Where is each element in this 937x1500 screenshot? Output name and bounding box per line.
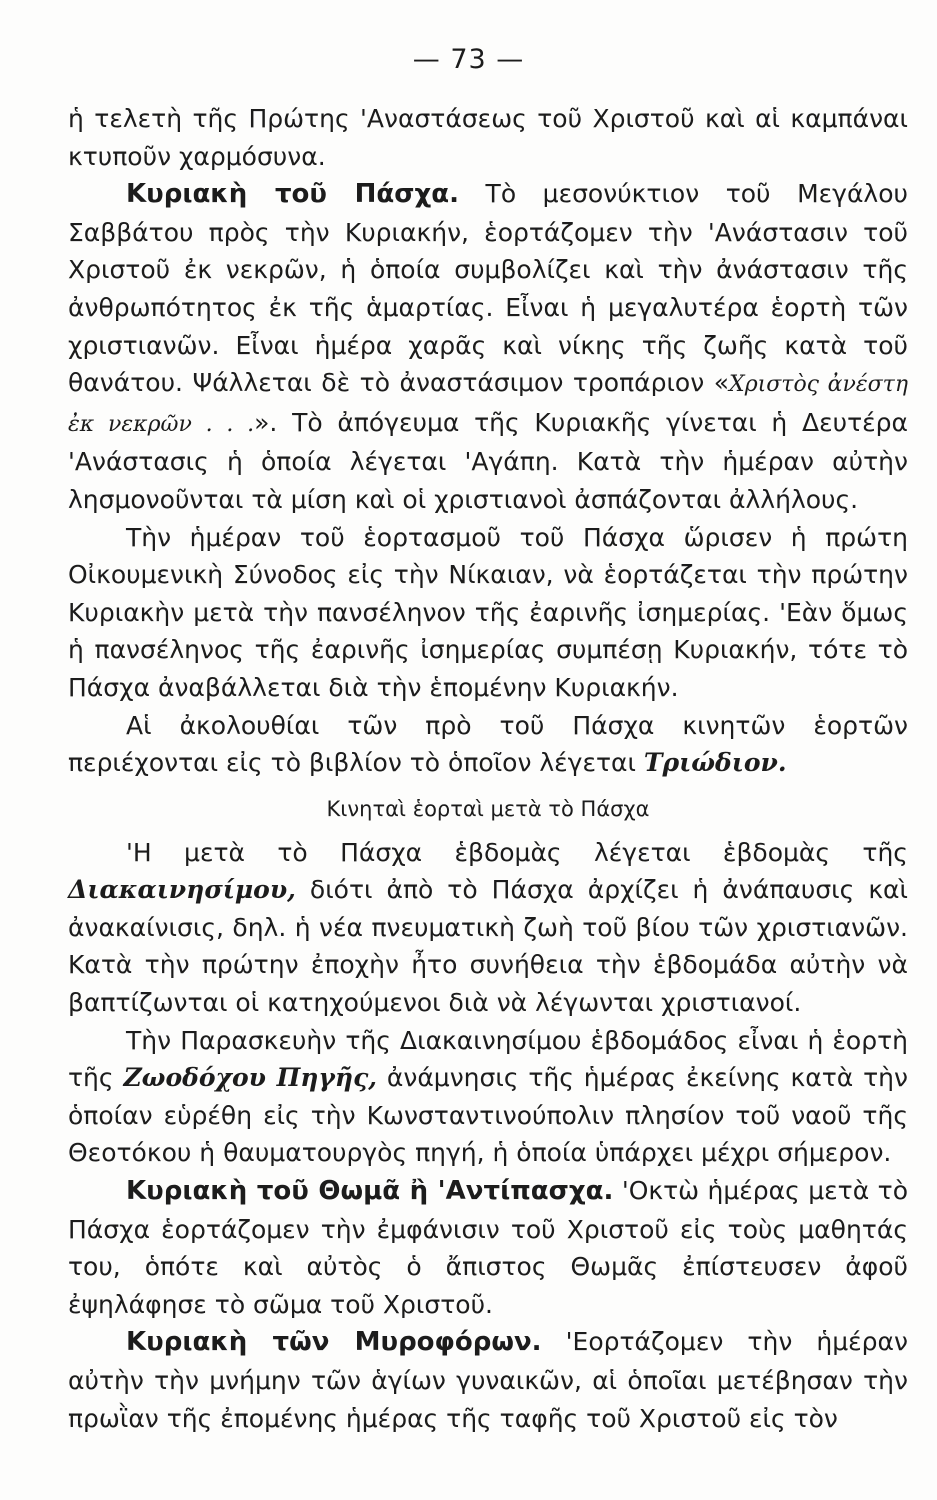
paragraph-easter-date: Τὴν ἡμέραν τοῦ ἑορτασμοῦ τοῦ Πάσχα ὥρισεν ἡ πρώτη Οἰκουμενικὴ Σύνοδος εἰς τὴν Νίκαιαν, νὰ ἑορτάζεται τὴν πρώτην Κυριακὴν μετὰ τὴν πανσέληνον τῆς ἐαρινῆς ἰσημερίας. 'Εὰν ὅμως ἡ πανσέληνος τῆς ἐαρινῆς ἰσημερίας συμπέσῃ Κυριακήν, τότε τὸ Πάσχα ἀναβάλλεται διὰ τὴν ἑπομένην Κυριακήν.	[68, 522, 908, 702]
paragraph-text: ἀνάμνησις τῆς ἡμέρας ἐκείνης κατὰ τὴν ὁποίαν εὑρέθη εἰς τὴν Κωνσταντινούπολιν πλησίον τοῦ ναοῦ τῆς Θεοτόκου ἡ θαυματουργὸς πηγή, ἡ ὁποία ὑπάρχει μέχρι σήμερον.	[68, 1063, 908, 1168]
paragraph-text: ». Τὸ ἀπόγευμα τῆς Κυριακῆς γίνεται ἡ Δευτέρα 'Ανάστασις ἡ ὁποία λέγεται 'Αγάπη. Κατὰ τὴν ἡμέραν αὐτὴν λησμονοῦνται τὰ μίση καὶ οἱ χριστιανοὶ ἀσπάζονται ἀλλήλους.	[68, 407, 908, 514]
emphasis-diakainisimou: Διακαινησίμου,	[68, 875, 296, 905]
emphasis-triodion: Τριώδιον.	[643, 748, 787, 778]
paragraph-life-giving-spring	[68, 1022, 908, 1172]
paragraph-thomas-sunday	[68, 1172, 908, 1323]
paragraph-easter-sunday	[68, 175, 908, 518]
paragraph-bright-week	[68, 834, 908, 1022]
page-number: — 73 —	[412, 44, 525, 75]
paragraph-text: Τὸ μεσονύκτιον τοῦ Μεγάλου Σαββάτου πρὸς τὴν Κυριακήν, ἑορτάζομεν τὴν 'Ανάστασιν τοῦ Χριστοῦ ἐκ νεκρῶν, ἡ ὁποία συμβολίζει καὶ τὴν ἀνάστασιν τῆς ἀνθρωπότητος ἐκ τῆς ἁμαρτίας. Εἶναι ἡ μεγαλυτέρα ἑορτὴ τῶν χριστιανῶν. Εἶναι ἡμέρα χαρᾶς καὶ νίκης τῆς ζωῆς κατὰ τοῦ θανάτου. Ψάλλεται δὲ τὸ ἀναστάσιμον τροπάριον «	[68, 179, 908, 398]
paragraph-text: Αἱ ἀκολουθίαι τῶν πρὸ τοῦ Πάσχα κινητῶν ἑορτῶν περιέχονται εἰς τὸ βιβλίον τὸ ὁποῖον λέγεται	[68, 710, 908, 778]
paragraph-text: Τὴν Παρασκευὴν τῆς Διακαινησίμου ἑβδομάδος εἶναι ἡ ἑορτὴ τῆς	[68, 1025, 908, 1093]
emphasis-zoodochou-pigis: Ζωοδόχου Πηγῆς,	[123, 1063, 378, 1093]
body-text	[68, 100, 908, 1437]
paragraph-myrrhbearers	[68, 1323, 908, 1437]
section-heading-myrrhbearers: Κυριακὴ τῶν Μυροφόρων.	[126, 1327, 542, 1358]
paragraph-text: διότι ἀπὸ τὸ Πάσχα ἀρχίζει ἡ ἀνάπαυσις καὶ ἀνακαίνισις, δηλ. ἡ νέα πνευματικὴ ζωὴ τοῦ βίου τῶν χριστιανῶν. Κατὰ τὴν πρώτην ἐποχὴν ἦτο συνήθεια τὴν ἑβδομάδα αὐτὴν νὰ βαπτίζωνται οἱ κατηχούμενοι διὰ νὰ λέγωνται χριστιανοί.	[68, 875, 908, 1018]
paragraph-triodion	[68, 707, 908, 782]
hymn-quote: Χριστὸς ἀνέστη ἐκ νεκρῶν . . .	[68, 372, 908, 437]
paragraph-text: 'Οκτὼ ἡμέρας μετὰ τὸ Πάσχα ἑορτάζομεν τὴν ἐμφάνισιν τοῦ Χριστοῦ εἰς τοὺς μαθητάς του, ὁπότε καὶ αὐτὸς ὁ ἄπιστος Θωμᾶς ἐπίστευσεν ἀφοῦ ἐψηλάφησε τὸ σῶμα τοῦ Χριστοῦ.	[68, 1176, 908, 1319]
paragraph-text: 'Εορτάζομεν τὴν ἡμέραν αὐτὴν τὴν μνήμην τῶν ἁγίων γυναικῶν, αἱ ὁποῖαι μετέβησαν τὴν πρωῒαν τῆς ἐπομένης ἡμέρας τῆς ταφῆς τοῦ Χριστοῦ εἰς τὸν	[68, 1327, 908, 1433]
section-heading-easter-sunday: Κυριακὴ τοῦ Πάσχα.	[126, 179, 459, 210]
subheading-movable-feasts: Κινηταὶ ἑορταὶ μετὰ τὸ Πάσχα	[326, 796, 650, 821]
paragraph-text: 'Η μετὰ τὸ Πάσχα ἑβδομὰς λέγεται ἑβδομὰς τῆς	[126, 837, 908, 867]
paragraph-1: ἡ τελετὴ τῆς Πρώτης 'Αναστάσεως τοῦ Χριστοῦ καὶ αἱ καμπάναι κτυποῦν χαρμόσυνα.	[68, 104, 908, 171]
section-heading-thomas-sunday: Κυριακὴ τοῦ Θωμᾶ ἢ 'Αντίπασχα.	[126, 1176, 614, 1207]
